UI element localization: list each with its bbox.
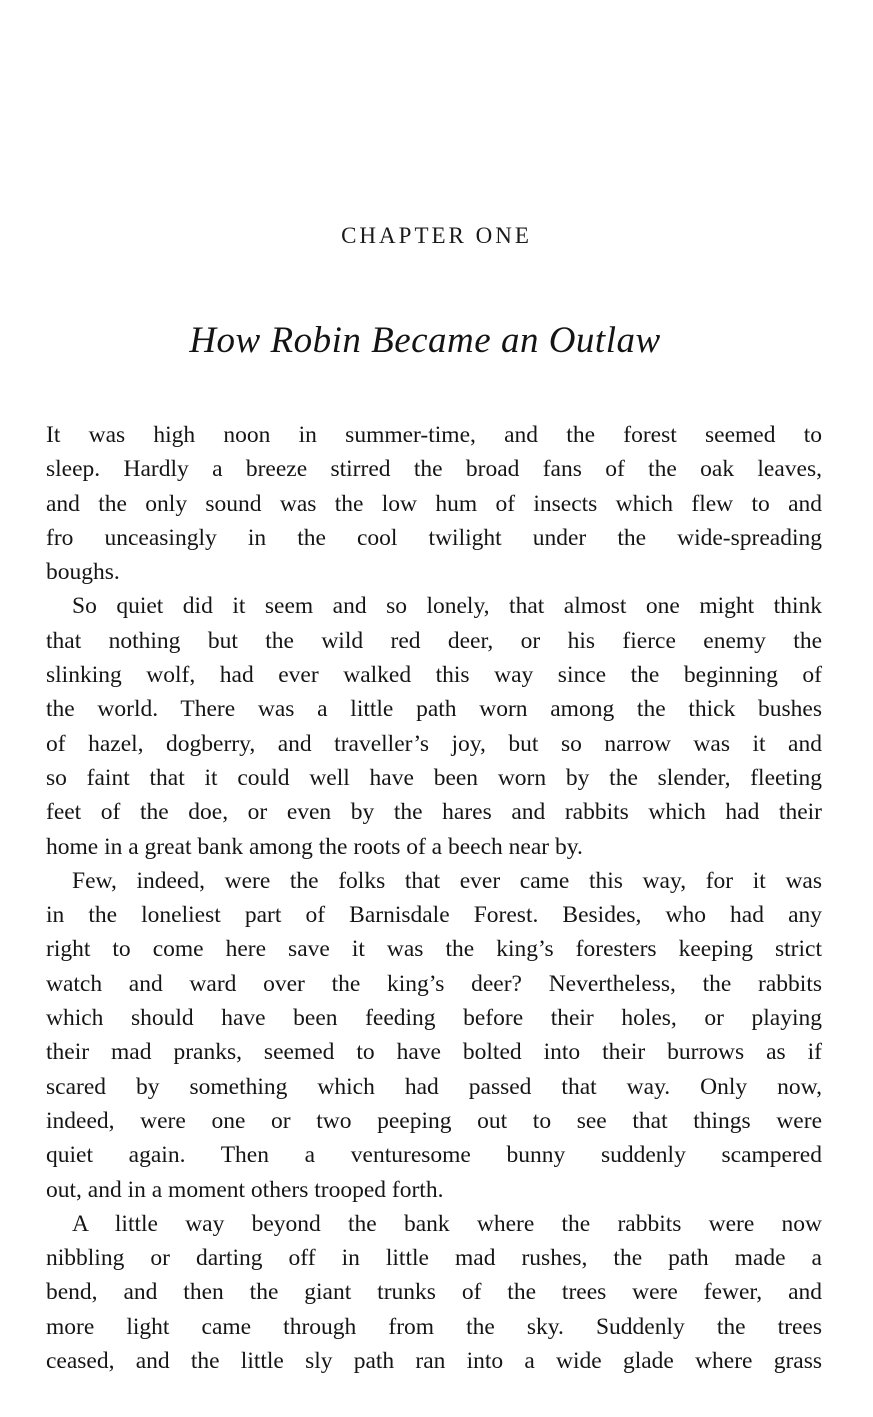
text-line: the world. There was a little path worn among the thick bushes — [46, 696, 822, 723]
text-line: ceased, and the little sly path ran into a wide glade where grass — [46, 1348, 822, 1375]
text-line: A little way beyond the bank where the rabbits were now — [72, 1210, 822, 1237]
text-line: slinking wolf, had ever walked this way since the beginning of — [46, 662, 822, 689]
text-line: nibbling or darting off in little mad rushes, the path made a — [46, 1245, 822, 1272]
text-line: fro unceasingly in the cool twilight under the wide-spreading — [46, 524, 822, 551]
paragraph — [46, 1207, 822, 1378]
text-line: Few, indeed, were the folks that ever came this way, for it was — [72, 867, 822, 894]
paragraph — [46, 418, 822, 589]
text-line: more light came through from the sky. Suddenly the trees — [46, 1313, 822, 1340]
paragraph — [46, 589, 822, 863]
text-line: so faint that it could well have been worn by the slender, fleeting — [46, 764, 822, 791]
text-line: boughs. — [46, 559, 120, 586]
text-line: sleep. Hardly a breeze stirred the broad fans of the oak leaves, — [46, 456, 822, 483]
text-line: which should have been feeding before their holes, or playing — [46, 1005, 822, 1032]
text-line: indeed, were one or two peeping out to see that things were — [46, 1107, 822, 1134]
chapter-label: CHAPTER ONE — [341, 223, 532, 248]
text-line: feet of the doe, or even by the hares and rabbits which had their — [46, 799, 822, 826]
chapter-title: How Robin Became an Outlaw — [189, 320, 661, 361]
text-line: and the only sound was the low hum of insects which flew to and — [46, 490, 822, 517]
chapter-body — [46, 418, 822, 1378]
text-line: that nothing but the wild red deer, or his fierce enemy the — [46, 627, 822, 654]
text-line: So quiet did it seem and so lonely, that almost one might think — [72, 593, 822, 620]
paragraph — [46, 864, 822, 1207]
text-line: It was high noon in summer-time, and the forest seemed to — [46, 422, 822, 448]
text-line: their mad pranks, seemed to have bolted into their burrows as if — [46, 1039, 822, 1066]
text-line: of hazel, dogberry, and traveller’s joy, but so narrow was it and — [46, 730, 822, 757]
text-line: out, and in a moment others trooped forth. — [46, 1176, 444, 1203]
text-line: right to come here save it was the king’s foresters keeping strict — [46, 936, 822, 963]
text-line: watch and ward over the king’s deer? Nevertheless, the rabbits — [46, 970, 822, 997]
text-line: scared by something which had passed that way. Only now, — [46, 1073, 822, 1100]
text-line: in the loneliest part of Barnisdale Forest. Besides, who had any — [46, 902, 822, 929]
text-line: quiet again. Then a venturesome bunny suddenly scampered — [46, 1142, 822, 1169]
text-line: home in a great bank among the roots of a beech near by. — [46, 833, 583, 860]
text-line: bend, and then the giant trunks of the trees were fewer, and — [46, 1279, 822, 1306]
